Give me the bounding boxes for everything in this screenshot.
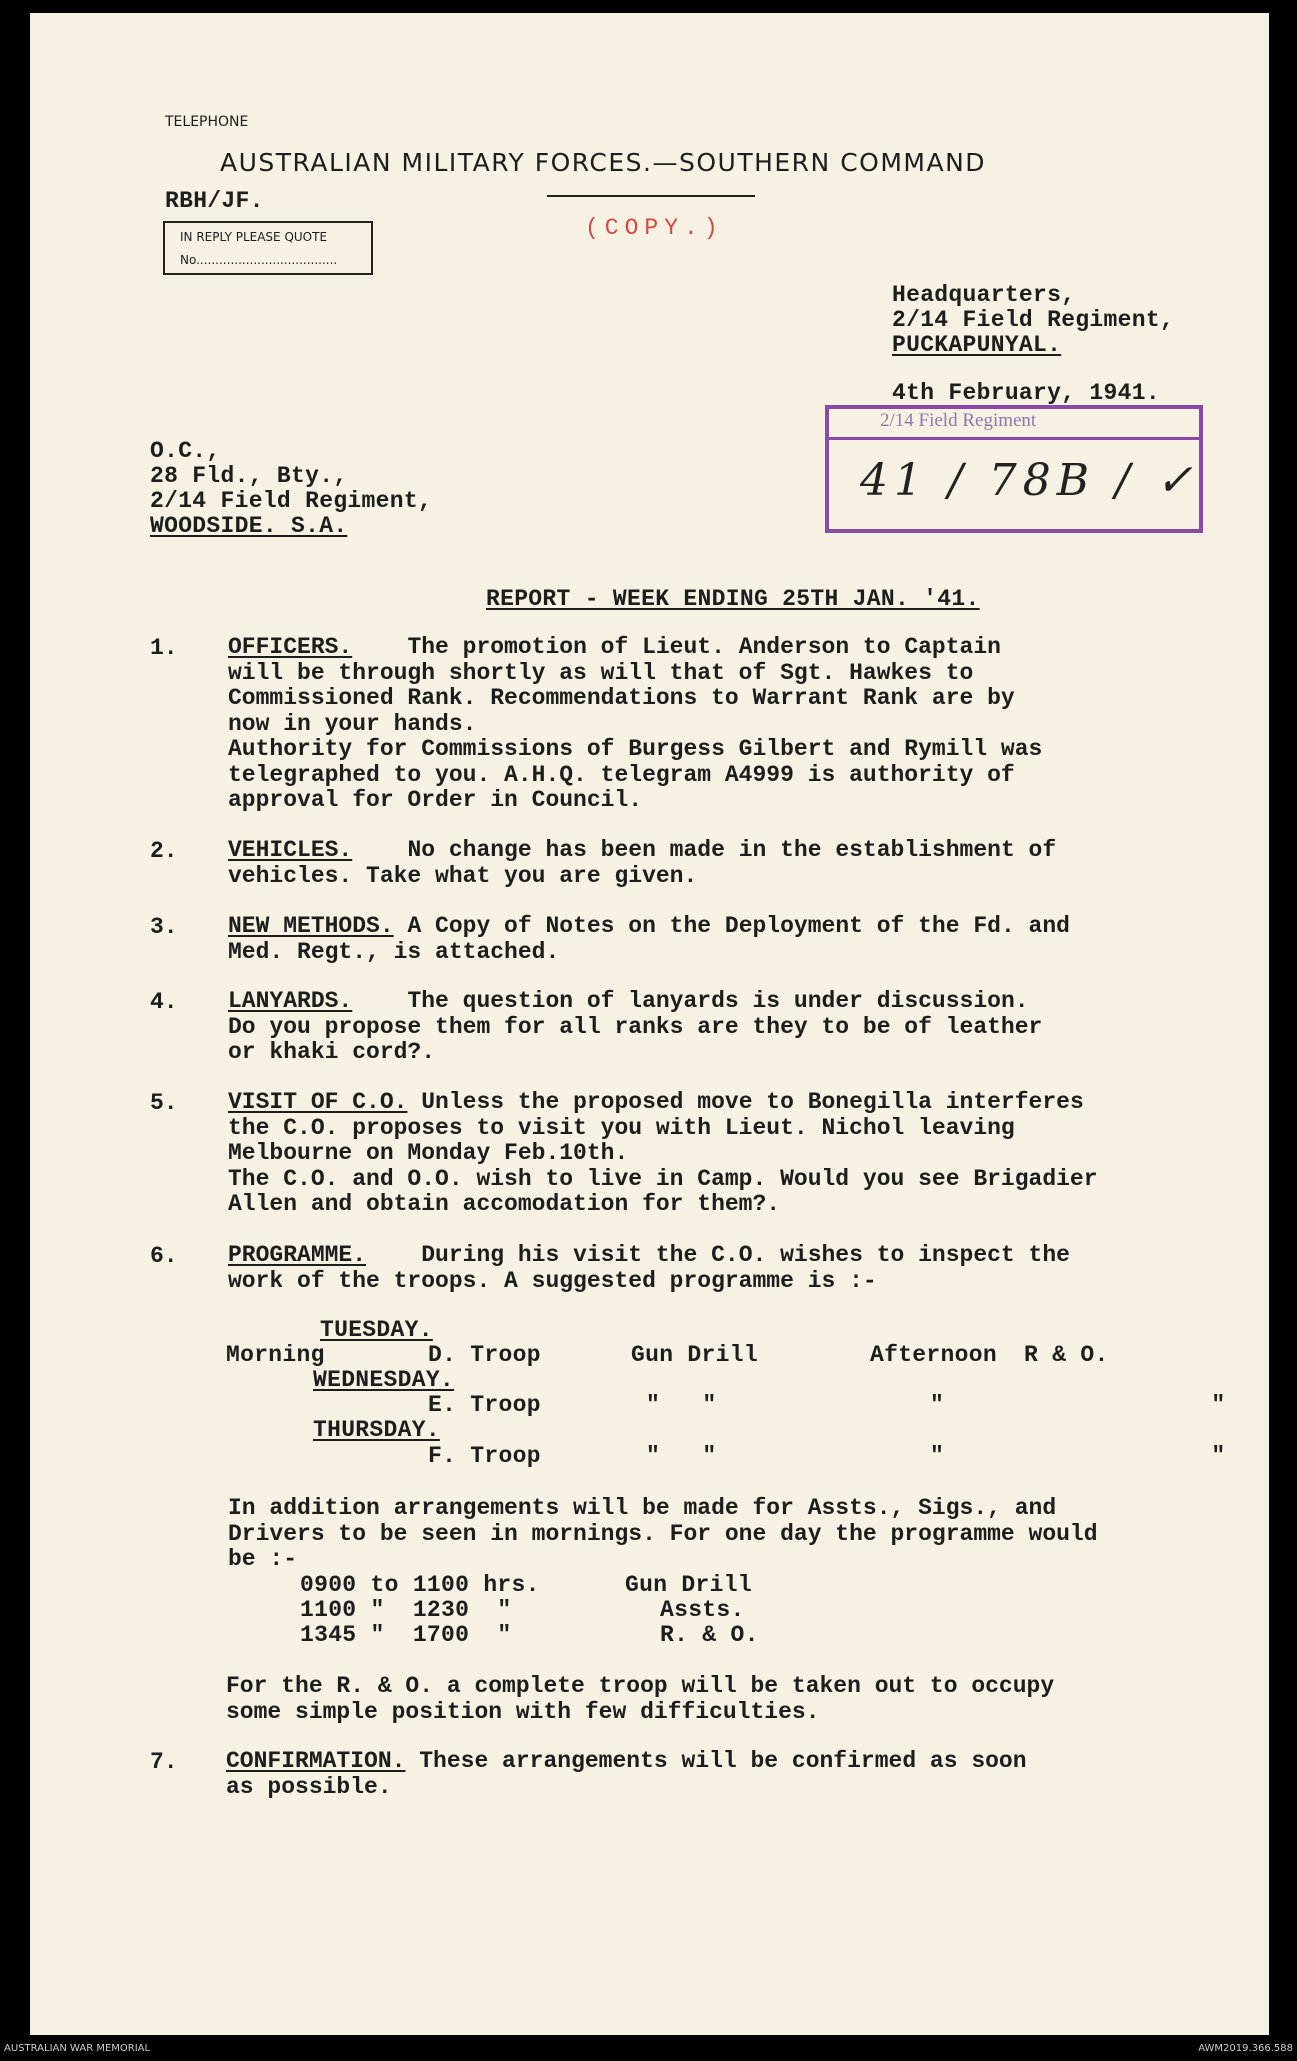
recipient-line3: 2/14 Field Regiment, (150, 488, 433, 514)
item-number: 2. (150, 838, 178, 864)
d-troop: D. Troop (428, 1342, 541, 1368)
e-troop: E. Troop (428, 1392, 541, 1418)
reference-code: RBH/JF. (165, 188, 264, 214)
item-heading: LANYARDS. (228, 988, 353, 1014)
item-new-methods: NEW METHODS. A Copy of Notes on the Deployment of the Fd. and Med. Regt., is attached. (228, 913, 1070, 965)
morning-label: Morning (226, 1342, 325, 1368)
item-number: 7. (150, 1749, 178, 1775)
ditto-afternoon: " " (930, 1443, 1226, 1469)
day-tuesday: TUESDAY. (320, 1317, 433, 1343)
stamp-handwritten: 41 / 78B / ✓ (860, 455, 1199, 506)
item-number: 3. (150, 914, 178, 940)
item-confirmation: CONFIRMATION. These arrangements will be confirmed as soon as possible. (226, 1748, 1027, 1800)
item-heading: VISIT OF C.O. (228, 1089, 408, 1115)
addition-paragraph: In addition arrangements will be made for Assts., Sigs., and Drivers to be seen in mornings. For one day the programme would be :- (228, 1495, 1098, 1572)
item-vehicles: VEHICLES. No change has been made in the establishment of vehicles. Take what you are given. (228, 837, 1057, 889)
item-number: 5. (150, 1090, 178, 1116)
ditto-drill: " " (646, 1392, 717, 1418)
r-and-o: R & O. (1024, 1342, 1109, 1368)
item-officers: OFFICERS. The promotion of Lieut. Anderson to Captain will be through shortly as will that of Sgt. Hawkes to Commissioned Rank. Recommendations to Warrant Rank are by now in your hands. Authority for Commissions of Burgess Gilbert and Rymill was telegraphed to you. A.H.Q. telegram A4999 is authority of approval for Order in Council. (228, 634, 1043, 813)
item-number: 1. (150, 635, 178, 661)
ditto-drill: " " (646, 1443, 717, 1469)
recipient-line2: 28 Fld., Bty., (150, 463, 348, 489)
f-troop: F. Troop (428, 1443, 541, 1469)
footer-left: AUSTRALIAN WAR MEMORIAL (4, 2043, 151, 2054)
item-visit-co: VISIT OF C.O. Unless the proposed move to Bonegilla interferes the C.O. proposes to visit you with Lieut. Nichol leaving Melbourne on Monday Feb.10th. The C.O. and O.O. wish to live in Camp. Would you see Brigadier Allen and obtain accomodation for them?. (228, 1089, 1098, 1217)
item-programme: PROGRAMME. During his visit the C.O. wishes to inspect the work of the troops. A suggested programme is :- (228, 1242, 1070, 1294)
schedule-time: 1100 " 1230 " (300, 1597, 512, 1623)
sender-line2: 2/14 Field Regiment, (892, 307, 1175, 333)
schedule-activity: Assts. (660, 1597, 745, 1623)
stamp-divider (825, 437, 1199, 440)
item-heading: PROGRAMME. (228, 1242, 367, 1268)
item-number: 4. (150, 989, 178, 1015)
schedule-time: 1345 " 1700 " (300, 1622, 512, 1648)
closing-paragraph: For the R. & O. a complete troop will be taken out to occupy some simple position with few difficulties. (226, 1673, 1055, 1725)
schedule-activity: R. & O. (660, 1622, 759, 1648)
day-thursday: THURSDAY. (313, 1417, 440, 1443)
copy-mark: (COPY.) (585, 215, 724, 241)
item-lanyards: LANYARDS. The question of lanyards is under discussion. Do you propose them for all ranks are they to be of leather or khaki cord?. (228, 988, 1043, 1065)
gun-drill: Gun Drill (631, 1342, 758, 1368)
letterhead-rule (547, 195, 755, 197)
item-heading: OFFICERS. (228, 634, 353, 660)
telephone-label: TELEPHONE (165, 114, 249, 130)
schedule-activity: Gun Drill (625, 1572, 752, 1598)
item-heading: VEHICLES. (228, 837, 353, 863)
footer-right: AWM2019.366.588 (1198, 2043, 1293, 2054)
item-heading: NEW METHODS. (228, 913, 394, 939)
item-heading: CONFIRMATION. (226, 1748, 406, 1774)
letter-date: 4th February, 1941. (892, 380, 1160, 406)
reply-box-line1: IN REPLY PLEASE QUOTE (180, 230, 328, 244)
item-number: 6. (150, 1243, 178, 1269)
day-wednesday: WEDNESDAY. (313, 1367, 455, 1393)
reply-box-line2: No..................................... (180, 253, 338, 267)
schedule-time: 0900 to 1100 hrs. (300, 1572, 540, 1598)
sender-line1: Headquarters, (892, 282, 1076, 308)
stamp-header: 2/14 Field Regiment (880, 410, 1037, 431)
recipient-line4: WOODSIDE. S.A. (150, 513, 348, 539)
report-title: REPORT - WEEK ENDING 25TH JAN. '41. (486, 586, 980, 612)
ditto-afternoon: " " (930, 1392, 1226, 1418)
recipient-line1: O.C., (150, 438, 221, 464)
letterhead-title: AUSTRALIAN MILITARY FORCES.—SOUTHERN COMMAND (220, 148, 987, 177)
afternoon-label: Afternoon (870, 1342, 997, 1368)
sender-line3: PUCKAPUNYAL. (892, 332, 1062, 358)
